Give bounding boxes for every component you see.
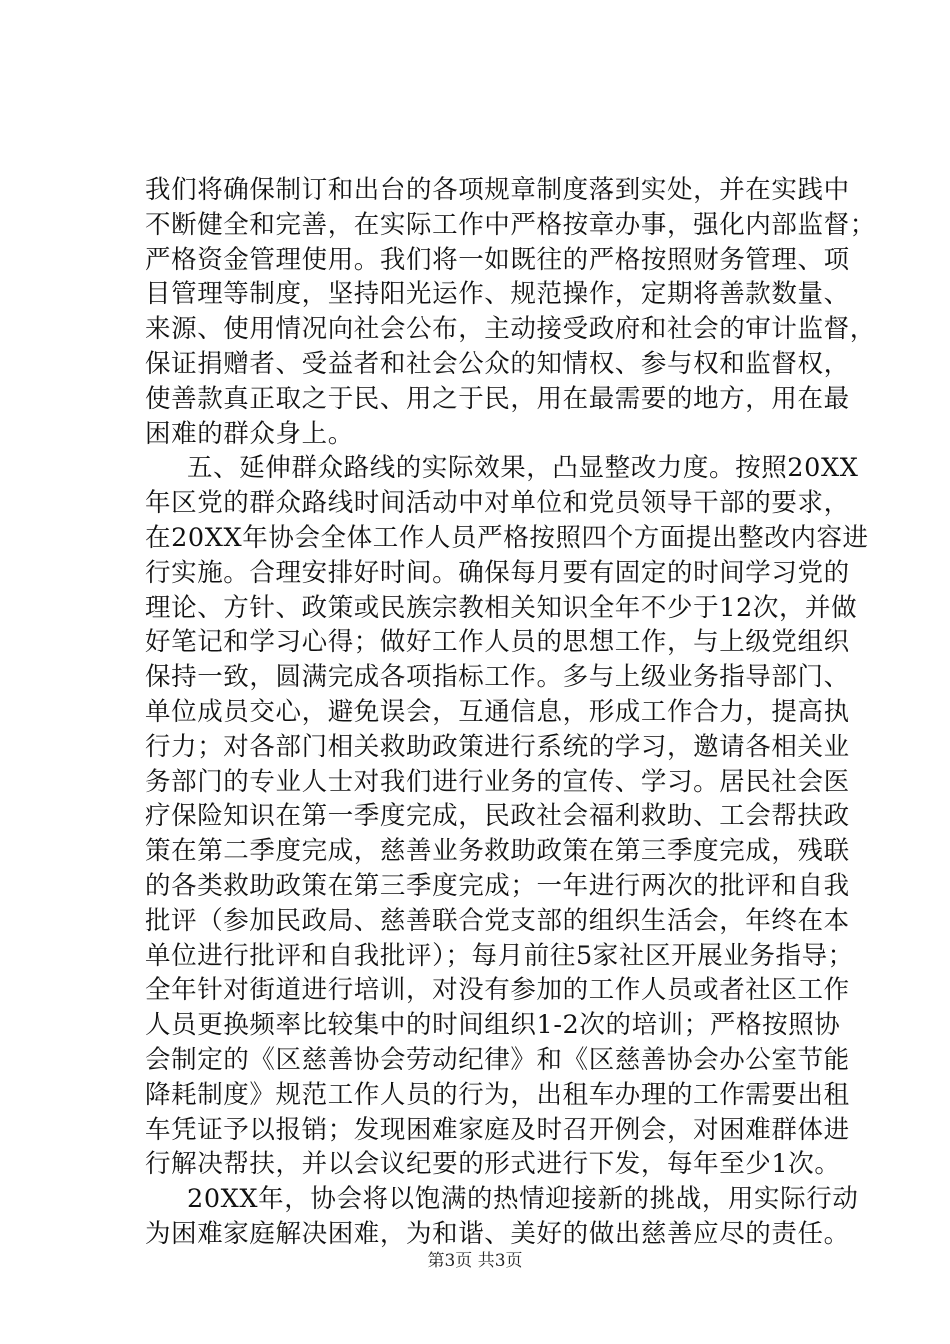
text-line: 车凭证予以报销；发现困难家庭及时召开例会，对困难群体进 [145,1114,850,1145]
text-line: 降耗制度》规范工作人员的行为，出租车办理的工作需要出租 [145,1079,850,1110]
text-line: 我们将确保制订和出台的各项规章制度落到实处，并在实践中 [145,175,850,205]
text-line: 批评（参加民政局、慈善联合党支部的组织生活会，年终在本 [145,905,850,936]
text-line: 策在第二季度完成，慈善业务救助政策在第三季度完成，残联 [145,836,850,867]
text-line: 保持一致，圆满完成各项指标工作。多与上级业务指导部门、 [145,662,850,693]
text-line: 好笔记和学习心得；做好工作人员的思想工作，与上级党组织 [145,627,850,658]
paragraph-start-line: 20XX年，协会将以饱满的热情迎接新的挑战，用实际行动 [187,1184,859,1215]
text-line: 全年针对街道进行培训，对没有参加的工作人员或者社区工作 [145,975,850,1006]
text-line: 的各类救助政策在第三季度完成；一年进行两次的批评和自我 [145,870,850,901]
text-line: 行力；对各部门相关救助政策进行系统的学习，邀请各相关业 [145,731,850,762]
text-line: 来源、使用情况向社会公布，主动接受政府和社会的审计监督， [145,314,876,345]
text-line: 疗保险知识在第一季度完成，民政社会福利救助、工会帮扶政 [145,801,850,832]
text-line: 使善款真正取之于民、用之于民，用在最需要的地方，用在最 [145,383,850,414]
text-line: 单位进行批评和自我批评）；每月前往5家社区开展业务指导； [145,940,854,971]
text-line: 目管理等制度，坚持阳光运作、规范操作，定期将善款数量、 [145,279,850,310]
text-line: 困难的群众身上。 [145,418,354,449]
paragraph-start-line: 五、延伸群众路线的实际效果，凸显整改力度。按照20XX [187,453,859,484]
text-line: 为困难家庭解决困难，为和谐、美好的做出慈善应尽的责任。 [145,1218,850,1249]
text-line: 年区党的群众路线时间活动中对单位和党员领导干部的要求， [145,488,850,519]
text-line: 在20XX年协会全体工作人员严格按照四个方面提出整改内容进 [145,522,869,553]
text-line: 保证捐赠者、受益者和社会公众的知情权、参与权和监督权， [145,348,850,379]
page-number-footer: 第3页 共3页 [427,1251,523,1271]
text-line: 人员更换频率比较集中的时间组织1-2次的培训；严格按照协 [145,1010,841,1041]
text-line: 单位成员交心，避免误会，互通信息，形成工作合力，提高执 [145,696,850,727]
text-line: 不断健全和完善，在实际工作中严格按章办事，强化内部监督； [145,209,876,240]
text-line: 严格资金管理使用。我们将一如既往的严格按照财务管理、项 [145,244,850,275]
text-line: 行解决帮扶，并以会议纪要的形式进行下发，每年至少1次。 [145,1149,841,1180]
text-line: 理论、方针、政策或民族宗教相关知识全年不少于12次，并做 [145,592,858,623]
text-line: 会制定的《区慈善协会劳动纪律》和《区慈善协会办公室节能 [145,1044,850,1075]
document-body [145,173,876,1252]
text-line: 务部门的专业人士对我们进行业务的宣传、学习。居民社会医 [145,766,850,797]
text-line: 行实施。合理安排好时间。确保每月要有固定的时间学习党的 [145,557,850,588]
